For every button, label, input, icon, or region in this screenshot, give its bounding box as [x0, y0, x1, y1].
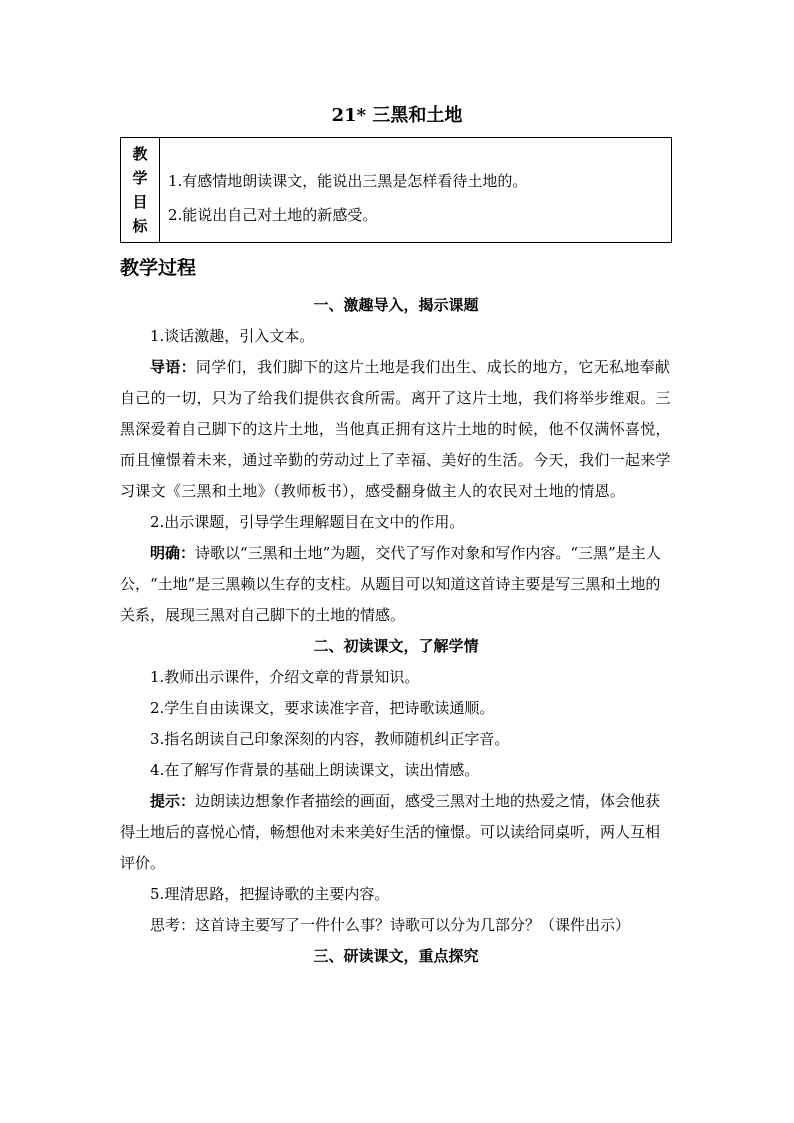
tip-text: 边朗读边想象作者描绘的画面，感受三黑对土地的热爱之情，体会他获得土地后的喜悦心情，畅想他对未来美好生活的憧憬。可以读给同桌听，两人互相评价。 — [120, 792, 661, 872]
goals-label-char: 教 — [132, 145, 148, 163]
goal-item: 1.有感情地朗读课文，能说出三黑是怎样看待土地的。 — [168, 172, 528, 190]
section-heading: 三、研读课文，重点探究 — [313, 947, 479, 965]
goals-label-char: 目 — [132, 193, 148, 211]
section-heading: 一、激趣导入，揭示课题 — [313, 296, 479, 314]
step-item: 1.教师出示课件，介绍文章的背景知识。 — [150, 668, 420, 686]
goals-label — [121, 138, 160, 242]
clear-lead: 明确： — [150, 544, 196, 562]
goals-label-char: 学 — [132, 169, 148, 187]
think-paragraph: 思考：这首诗主要写了一件什么事？诗歌可以分为几部分？（课件出示） — [150, 916, 631, 934]
section-heading: 二、初读课文，了解学情 — [313, 637, 479, 655]
guide-text: 同学们，我们脚下的这片土地是我们出生、成长的地方，它无私地奉献自己的一切，只为了给我们提供衣食所需。离开了这片土地，我们将举步维艰。三黑深爱着自己脚下的这片土地，当他真正拥有这片土地的时候，他不仅满怀喜悦，而且憧憬着未来，通过辛勤的劳动过上了幸福、美好的生活。今天，我们一起来学习课文《三黑和土地》（教师板书），感受翻身做主人的农民对土地的情恩。 — [120, 358, 671, 500]
step-item: 5.理清思路，把握诗歌的主要内容。 — [150, 885, 390, 903]
tip-paragraph — [120, 786, 672, 879]
clear-text: 诗歌以“三黑和土地”为题，交代了写作对象和写作内容。“三黑”是主人公，“土地”是三黑赖以生存的支柱。从题目可以知道这首诗主要是写三黑和土地的关系，展现三黑对自己脚下的土地的情感。 — [120, 544, 661, 624]
goals-label-char: 标 — [132, 217, 148, 235]
step-item: 2.学生自由读课文，要求读准字音，把诗歌读通顺。 — [150, 699, 495, 717]
tip-lead: 提示： — [150, 792, 196, 810]
guide-lead: 导语： — [150, 358, 196, 376]
step-item: 2.出示课题，引导学生理解题目在文中的作用。 — [150, 513, 465, 531]
step-item: 3.指名朗读自己印象深刻的内容，教师随机纠正字音。 — [150, 730, 510, 748]
lesson-title: 21* 三黑和土地 — [331, 105, 463, 126]
guide-paragraph — [120, 352, 672, 507]
step-item: 1.谈话激趣，引入文本。 — [150, 327, 315, 345]
goals-list — [160, 138, 671, 242]
process-heading: 教学过程 — [120, 257, 197, 279]
step-item: 4.在了解写作背景的基础上朗读课文，读出情感。 — [150, 761, 480, 779]
teaching-goals-table — [120, 137, 672, 243]
goal-item: 2.能说出自己对土地的新感受。 — [168, 206, 378, 224]
process-content — [120, 290, 672, 972]
clear-paragraph — [120, 538, 672, 631]
